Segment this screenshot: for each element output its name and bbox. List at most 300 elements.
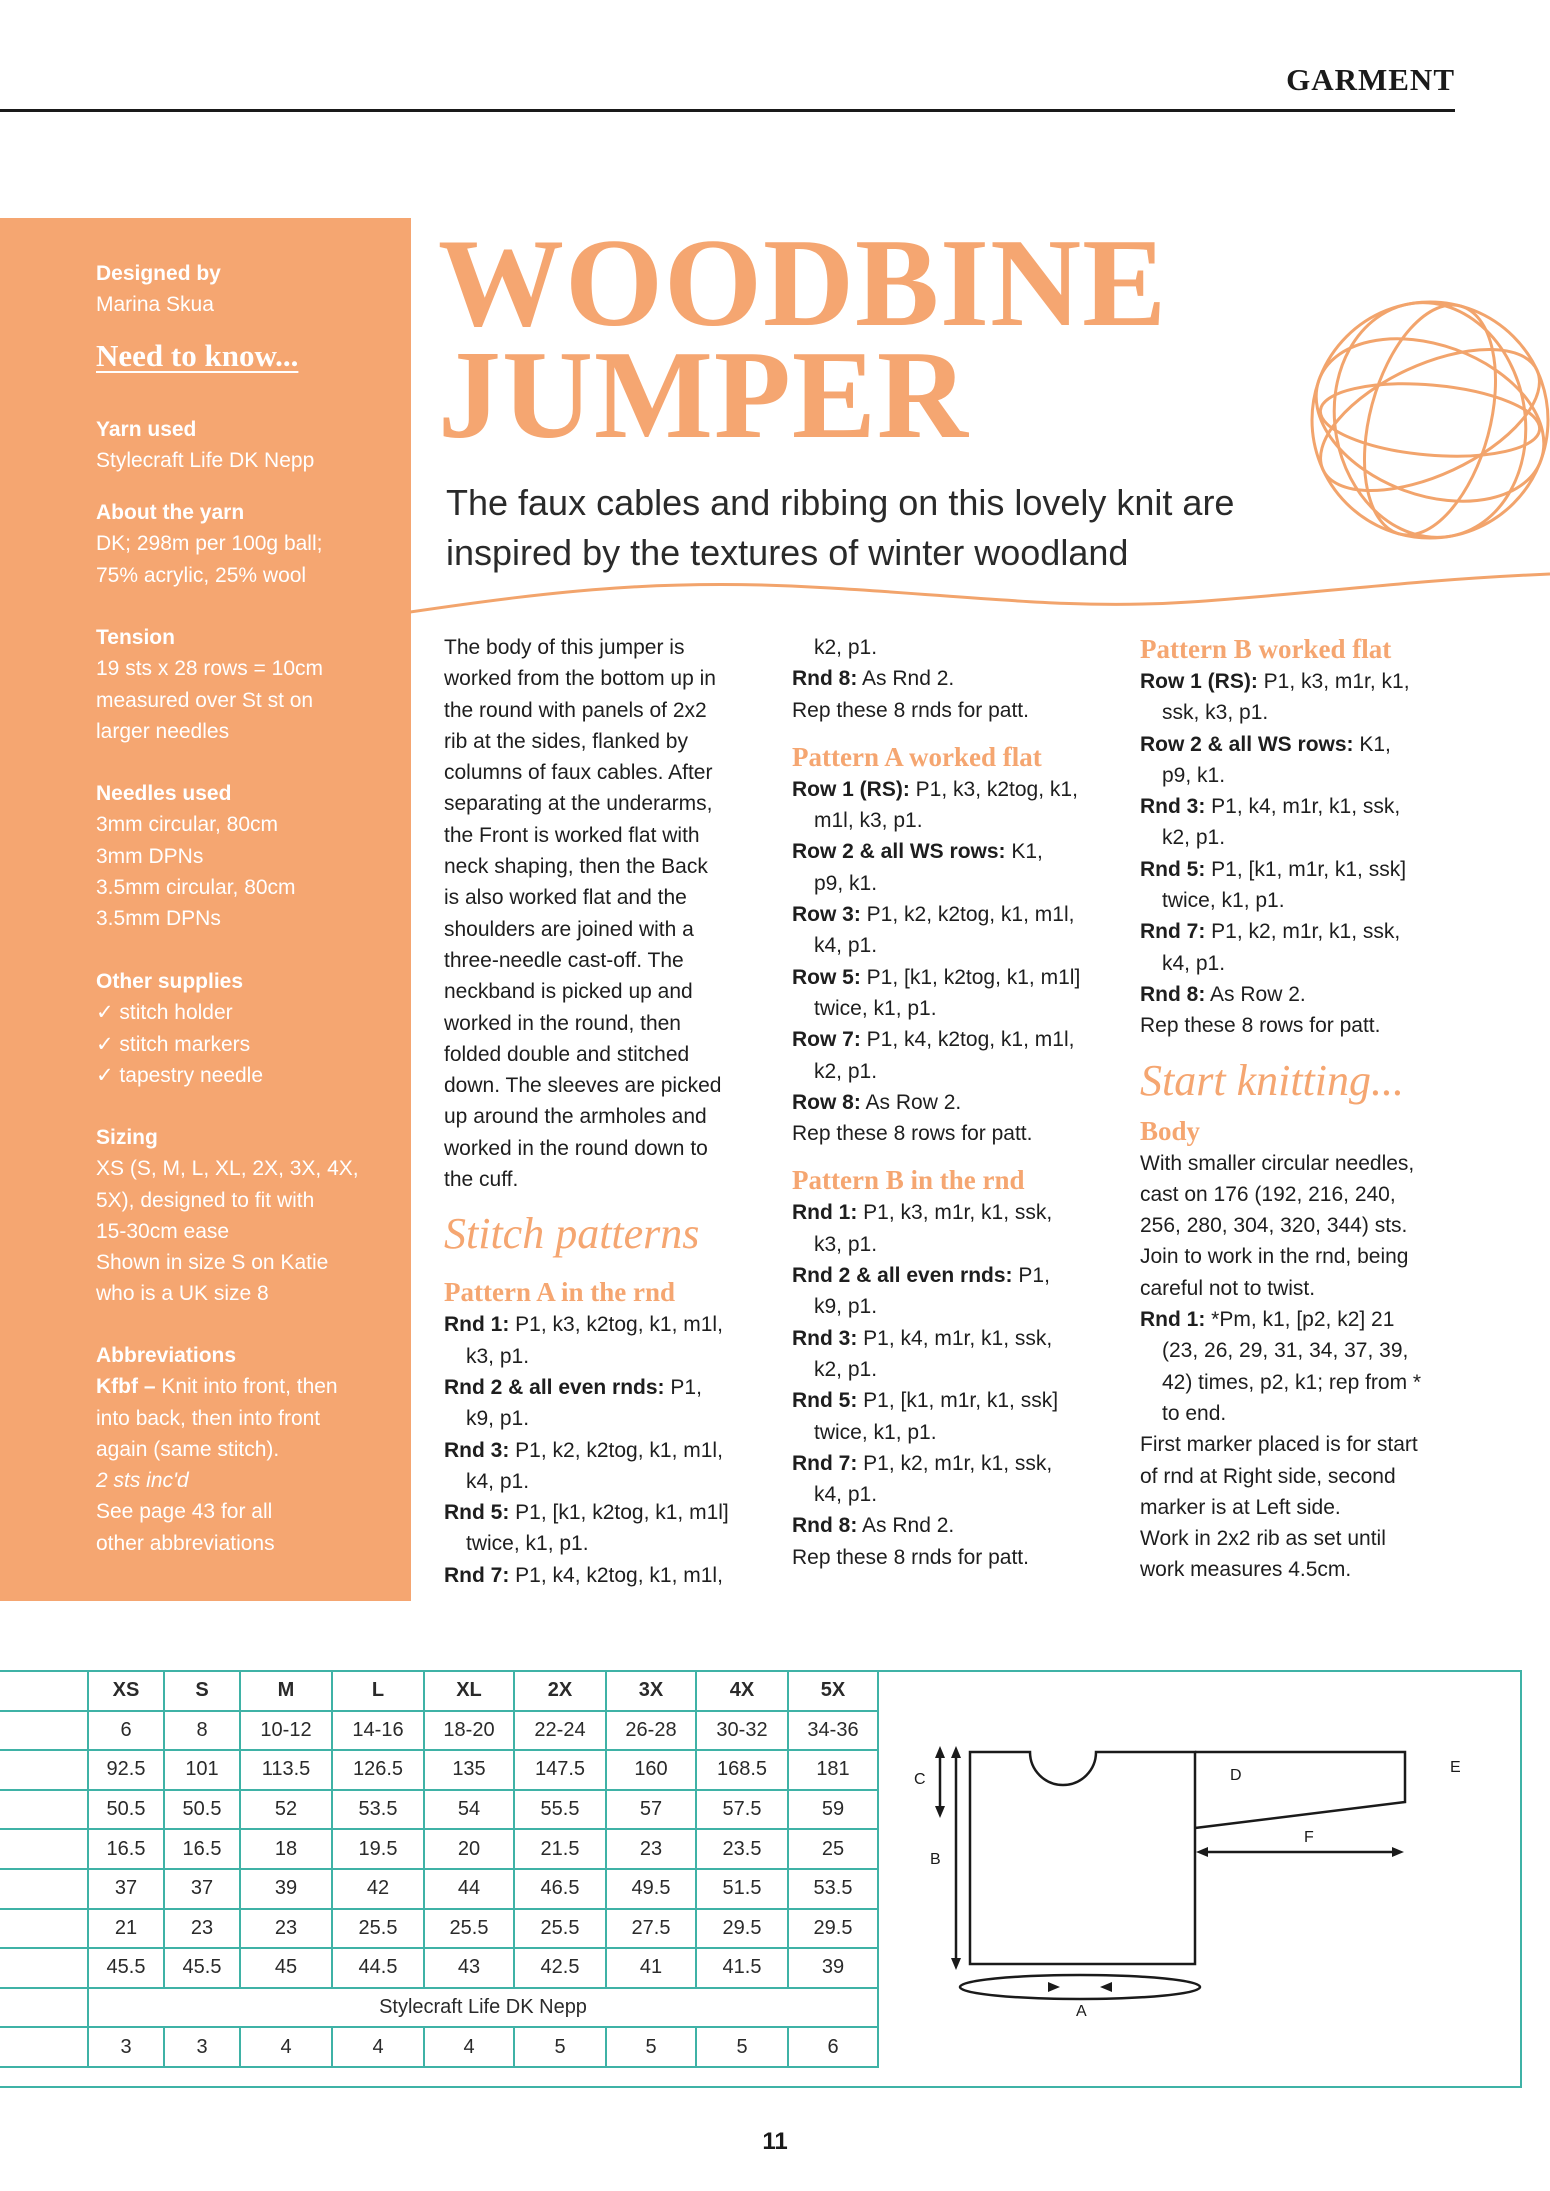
yarn-used-block	[96, 414, 396, 477]
abbrev-see-line: other abbreviations	[96, 1531, 275, 1555]
intro-line: The body of this jumper is	[444, 636, 685, 659]
size-cell: XL	[424, 1672, 514, 1711]
row-key: Rnd 3:	[1140, 795, 1206, 819]
size-cell: 3	[164, 2027, 240, 2067]
pattern-row	[1140, 791, 1470, 822]
size-table-body	[0, 1672, 878, 2067]
row-cont: k4, p1.	[814, 934, 878, 958]
size-cell: 30-32	[696, 1711, 788, 1751]
size-cell: 43	[424, 1948, 514, 1988]
pattern-row	[792, 774, 1122, 805]
size-cell: 53.5	[788, 1869, 878, 1909]
pattern-row	[792, 1448, 1122, 1479]
row-cont: (23, 26, 29, 31, 34, 37, 39,	[1162, 1339, 1409, 1363]
body-line: Join to work in the rnd, being	[1140, 1245, 1409, 1269]
size-chart-panel	[0, 1670, 1522, 2088]
size-cell: 50.5	[88, 1790, 164, 1830]
size-cell: 5X	[788, 1672, 878, 1711]
repeat-note: Rep these 8 rows for patt.	[1140, 1014, 1381, 1038]
size-cell: 41	[606, 1948, 696, 1988]
pattern-row	[444, 1560, 774, 1591]
abbrev-see-line: See page 43 for all	[96, 1500, 273, 1524]
pattern-row	[792, 899, 1122, 930]
size-cell: 3	[88, 2027, 164, 2067]
yarn-label-cell: Stylecraft Life DK Nepp	[88, 1988, 878, 2028]
row-text: P1,	[1012, 1264, 1050, 1288]
pattern-row	[1140, 854, 1470, 885]
row-text: P1, [k1, m1r, k1, ssk]	[857, 1389, 1059, 1413]
row-key: Row 1 (RS):	[1140, 670, 1258, 693]
size-cell: 25.5	[514, 1909, 606, 1949]
intro-line: the round with panels of 2x2	[444, 698, 707, 722]
row-text: P1, k4, k2tog, k1, m1l,	[509, 1563, 723, 1587]
size-cell: 45	[240, 1948, 332, 1988]
size-data-row	[0, 1829, 878, 1869]
size-cell: 55.5	[514, 1790, 606, 1830]
row-text: P1, k3, k2tog, k1,	[909, 777, 1078, 801]
pattern-row	[792, 1323, 1122, 1354]
size-cell: 16.5	[88, 1829, 164, 1869]
body-heading: Body	[1140, 1115, 1201, 1146]
row-label-cell	[0, 2027, 88, 2067]
label-d: D	[1230, 1767, 1242, 1784]
designed-by-label: Designed by	[96, 262, 221, 285]
intro-line: rib at the sides, flanked by	[444, 729, 688, 753]
sizing-line: 5X), designed to fit with	[96, 1188, 315, 1212]
size-cell: 27.5	[606, 1909, 696, 1949]
pattern-row	[792, 1510, 1122, 1541]
row-cont: k2, p1.	[814, 1059, 878, 1083]
row-key: Rnd 7:	[1140, 920, 1206, 944]
pattern-row	[792, 663, 1122, 694]
size-cell: 39	[240, 1869, 332, 1909]
size-cell: 21.5	[514, 1829, 606, 1869]
yarn-used-label: Yarn used	[96, 418, 197, 441]
row-text: K1,	[1005, 840, 1043, 864]
size-cell: 34-36	[788, 1711, 878, 1751]
row-text: P1, k2, k2tog, k1, m1l,	[509, 1438, 723, 1462]
size-cell: 19.5	[332, 1829, 424, 1869]
size-cell: 8	[164, 1711, 240, 1751]
intro-line: down. The sleeves are picked	[444, 1074, 722, 1098]
size-cell: 42	[332, 1869, 424, 1909]
size-cell: 22-24	[514, 1711, 606, 1751]
row-cont: 42) times, p2, k1; rep from *	[1162, 1370, 1422, 1394]
sizing-block	[96, 1122, 396, 1310]
about-yarn-line: DK; 298m per 100g ball;	[96, 532, 323, 556]
size-data-row	[0, 1909, 878, 1949]
needle-item: 3.5mm DPNs	[96, 907, 221, 931]
size-cell: 126.5	[332, 1750, 424, 1790]
row-cont: p9, k1.	[1162, 763, 1226, 787]
intro-paragraph	[444, 632, 774, 1195]
body-line: cast on 176 (192, 216, 240,	[1140, 1182, 1396, 1206]
row-text: P1,	[664, 1375, 702, 1399]
header-rule	[0, 109, 1455, 112]
row-key: Rnd 3:	[444, 1438, 510, 1462]
row-cont: m1l, k3, p1.	[814, 809, 923, 833]
pattern-column-3	[1140, 632, 1470, 1586]
size-cell: 42.5	[514, 1948, 606, 1988]
row-cont: k3, p1.	[814, 1232, 878, 1256]
row-cont: twice, k1, p1.	[1162, 889, 1285, 913]
needle-item: 3mm circular, 80cm	[96, 813, 279, 837]
row-cont: to end.	[1162, 1401, 1227, 1425]
row-cont: k2, p1.	[1162, 826, 1226, 850]
label-e: E	[1450, 1759, 1461, 1776]
pattern-row	[792, 1197, 1122, 1228]
row-key: Row 1 (RS):	[792, 777, 910, 801]
size-cell: 181	[788, 1750, 878, 1790]
row-label-cell	[0, 1988, 88, 2028]
size-cell: L	[332, 1672, 424, 1711]
pattern-row	[1140, 729, 1470, 760]
pattern-row	[1140, 1304, 1470, 1335]
abbrev-note: 2 sts inc'd	[96, 1469, 189, 1493]
row-key: Rnd 5:	[792, 1389, 858, 1413]
about-yarn-line: 75% acrylic, 25% wool	[96, 563, 307, 587]
size-cell: 49.5	[606, 1869, 696, 1909]
abbrev-def: Knit into front, then	[155, 1375, 338, 1399]
row-text: P1, k4, m1r, k1, ssk,	[857, 1326, 1053, 1350]
sleeve-outline	[1195, 1752, 1405, 1828]
row-cont: twice, k1, p1.	[466, 1532, 589, 1556]
size-cell: 18-20	[424, 1711, 514, 1751]
yarn-ball-icon	[1280, 270, 1550, 610]
intro-line: shoulders are joined with a	[444, 917, 694, 941]
row-key: Rnd 1:	[1140, 1308, 1206, 1332]
pattern-row	[792, 1260, 1122, 1291]
body-line: work measures 4.5cm.	[1140, 1558, 1352, 1582]
label-a: A	[1076, 2003, 1087, 2020]
size-cell: 18	[240, 1829, 332, 1869]
intro-line: up around the armholes and	[444, 1105, 707, 1129]
row-cont: k3, p1.	[466, 1344, 530, 1368]
size-cell: 3X	[606, 1672, 696, 1711]
size-cell: 16.5	[164, 1829, 240, 1869]
row-text: As Row 2.	[1205, 982, 1306, 1006]
tension-line: larger needles	[96, 719, 230, 743]
row-text: As Rnd 2.	[857, 667, 955, 691]
size-cell: 113.5	[240, 1750, 332, 1790]
row-cont: k4, p1.	[1162, 951, 1226, 975]
row-text: P1, k2, m1r, k1, ssk,	[857, 1451, 1053, 1475]
row-cont: twice, k1, p1.	[814, 1420, 937, 1444]
row-label-cell	[0, 1750, 88, 1790]
row-label-cell	[0, 1672, 88, 1711]
size-data-row	[0, 1790, 878, 1830]
body-line: careful not to twist.	[1140, 1276, 1316, 1300]
subtitle-line: The faux cables and ribbing on this lovely knit are	[446, 482, 1235, 523]
size-header-row	[0, 1672, 878, 1711]
size-cell: 5	[606, 2027, 696, 2067]
size-cell: 25.5	[332, 1909, 424, 1949]
needles-block	[96, 778, 396, 934]
body-outline	[970, 1752, 1195, 1964]
tension-label: Tension	[96, 626, 175, 649]
repeat-note: Rep these 8 rnds for patt.	[792, 698, 1029, 722]
size-data-row	[0, 1948, 878, 1988]
size-cell: 92.5	[88, 1750, 164, 1790]
pattern-row	[1140, 916, 1470, 947]
row-key: Row 2 & all WS rows:	[792, 840, 1006, 864]
body-line: First marker placed is for start	[1140, 1433, 1418, 1457]
repeat-note: Rep these 8 rows for patt.	[792, 1122, 1033, 1146]
need-to-know-heading: Need to know...	[96, 338, 299, 373]
size-cell: 46.5	[514, 1869, 606, 1909]
row-key: Rnd 2 & all even rnds:	[444, 1375, 665, 1399]
label-c: C	[914, 1771, 926, 1788]
size-cell: 23	[606, 1829, 696, 1869]
row-label-cell	[0, 1711, 88, 1751]
size-cell: 21	[88, 1909, 164, 1949]
size-cell: 101	[164, 1750, 240, 1790]
label-f: F	[1304, 1829, 1314, 1846]
size-cell: 4	[240, 2027, 332, 2067]
about-yarn-block	[96, 497, 396, 591]
row-text: P1, [k1, k2tog, k1, m1l]	[509, 1501, 729, 1525]
row-key: Rnd 7:	[792, 1451, 858, 1475]
size-cell: 45.5	[88, 1948, 164, 1988]
size-cell: 4	[332, 2027, 424, 2067]
size-cell: 57.5	[696, 1790, 788, 1830]
size-data-row	[0, 1869, 878, 1909]
row-key: Row 3:	[792, 903, 861, 927]
sizing-line: Shown in size S on Katie	[96, 1251, 329, 1275]
pattern-b-flat-heading: Pattern B worked flat	[1140, 634, 1392, 664]
yarn-used-value: Stylecraft Life DK Nepp	[96, 449, 315, 473]
title-line: WOODBINE	[438, 214, 1168, 353]
row-key: Row 8:	[792, 1090, 861, 1114]
row-text: P1, k3, k2tog, k1, m1l,	[509, 1313, 723, 1337]
supply-item: ✓ stitch markers	[96, 1032, 251, 1056]
pattern-row	[792, 1024, 1122, 1055]
size-cell: 26-28	[606, 1711, 696, 1751]
yarn-label-row	[0, 1988, 878, 2028]
size-cell: 50.5	[164, 1790, 240, 1830]
intro-line: neckband is picked up and	[444, 980, 693, 1004]
supplies-label: Other supplies	[96, 970, 244, 993]
sizing-line: 15-30cm ease	[96, 1219, 230, 1243]
pattern-a-rnd-heading: Pattern A in the rnd	[444, 1277, 676, 1308]
stitch-patterns-heading: Stitch patterns	[444, 1209, 700, 1259]
size-cell: M	[240, 1672, 332, 1711]
garment-schematic	[900, 1732, 1500, 2022]
decorative-yarn-wave	[410, 560, 1550, 640]
size-cell: 37	[88, 1869, 164, 1909]
pattern-row	[792, 836, 1122, 867]
size-data-row	[0, 1711, 878, 1751]
abbrev-def-line: again (same stitch).	[96, 1437, 280, 1461]
sizing-line: XS (S, M, L, XL, 2X, 3X, 4X,	[96, 1157, 359, 1181]
abbrev-term: Kfbf –	[96, 1375, 156, 1399]
body-line: of rnd at Right side, second	[1140, 1464, 1396, 1488]
pattern-a-flat-heading: Pattern A worked flat	[792, 741, 1042, 772]
row-cont: ssk, k3, p1.	[1162, 701, 1269, 725]
size-cell: 52	[240, 1790, 332, 1830]
needle-item: 3.5mm circular, 80cm	[96, 875, 296, 899]
row-cont: twice, k1, p1.	[814, 996, 937, 1020]
start-knitting-heading: Start knitting...	[1140, 1055, 1404, 1105]
abbreviations-label: Abbreviations	[96, 1344, 237, 1367]
size-cell: 51.5	[696, 1869, 788, 1909]
abbreviations-block	[96, 1340, 396, 1559]
size-data-row	[0, 1750, 878, 1790]
row-cont: k4, p1.	[466, 1469, 530, 1493]
row-text: P1, [k1, m1r, k1, ssk]	[1205, 857, 1407, 881]
need-to-know-sidebar	[0, 218, 411, 1601]
size-cell: 25	[788, 1829, 878, 1869]
intro-line: worked from the bottom up in	[444, 667, 716, 691]
subtitle-line: inspired by the textures of winter woodland	[446, 532, 1129, 573]
row-text: P1, k4, m1r, k1, ssk,	[1205, 795, 1401, 819]
row-cont: p9, k1.	[814, 871, 878, 895]
row-label-cell	[0, 1869, 88, 1909]
designer-name: Marina Skua	[96, 293, 214, 317]
supply-item: ✓ stitch holder	[96, 1001, 233, 1025]
supplies-block	[96, 966, 396, 1091]
needle-item: 3mm DPNs	[96, 844, 204, 868]
intro-line: separating at the underarms,	[444, 792, 713, 816]
size-cell: 4	[424, 2027, 514, 2067]
size-cell: 29.5	[788, 1909, 878, 1949]
row-text: As Row 2.	[860, 1090, 962, 1114]
body-line: marker is at Left side.	[1140, 1495, 1341, 1519]
sizing-label: Sizing	[96, 1126, 158, 1149]
tension-line: 19 sts x 28 rows = 10cm	[96, 657, 324, 681]
size-cell: 37	[164, 1869, 240, 1909]
repeat-note: Rep these 8 rnds for patt.	[792, 1545, 1029, 1569]
pattern-row	[792, 962, 1122, 993]
pattern-row	[444, 1435, 774, 1466]
size-cell: 44	[424, 1869, 514, 1909]
row-key: Rnd 8:	[792, 1514, 858, 1538]
size-cell: 14-16	[332, 1711, 424, 1751]
needles-label: Needles used	[96, 782, 232, 805]
row-text: P1, k3, m1r, k1,	[1257, 670, 1410, 693]
sizing-line: who is a UK size 8	[96, 1282, 269, 1306]
intro-line: is also worked flat and the	[444, 886, 687, 910]
designer-block	[96, 258, 396, 321]
size-cell: 53.5	[332, 1790, 424, 1830]
size-cell: 6	[788, 2027, 878, 2067]
row-text: *Pm, k1, [p2, k2] 21	[1205, 1308, 1395, 1332]
size-cell: 5	[514, 2027, 606, 2067]
row-text: P1, k2, m1r, k1, ssk,	[1205, 920, 1401, 944]
size-cell: 135	[424, 1750, 514, 1790]
row-text: P1, k2, k2tog, k1, m1l,	[860, 903, 1075, 927]
about-yarn-label: About the yarn	[96, 501, 245, 524]
row-cont: k2, p1.	[814, 636, 878, 659]
row-key: Rnd 2 & all even rnds:	[792, 1264, 1013, 1288]
size-cell: 23.5	[696, 1829, 788, 1869]
size-cell: 6	[88, 1711, 164, 1751]
size-cell: 54	[424, 1790, 514, 1830]
intro-line: three-needle cast-off. The	[444, 948, 684, 972]
size-cell: 23	[240, 1909, 332, 1949]
row-text: P1, [k1, k2tog, k1, m1l]	[860, 965, 1081, 989]
title-line: JUMPER	[438, 326, 969, 465]
size-cell: 59	[788, 1790, 878, 1830]
pattern-column-2	[792, 632, 1122, 1573]
row-text: P1, k3, m1r, k1, ssk,	[857, 1201, 1053, 1225]
pattern-row	[792, 1385, 1122, 1416]
row-text: K1,	[1353, 732, 1391, 756]
intro-line: worked in the round, then	[444, 1011, 681, 1035]
intro-line: the cuff.	[444, 1168, 519, 1192]
size-cell: 4X	[696, 1672, 788, 1711]
row-key: Rnd 8:	[792, 667, 858, 691]
size-cell: 168.5	[696, 1750, 788, 1790]
dimension-a	[960, 1975, 1200, 1999]
ball-count-row	[0, 2027, 878, 2067]
pattern-row	[444, 1497, 774, 1528]
pattern-a-rnd-rows	[444, 1309, 774, 1591]
body-line: With smaller circular needles,	[1140, 1151, 1415, 1175]
size-cell: 5	[696, 2027, 788, 2067]
abbrev-def-line: into back, then into front	[96, 1406, 321, 1430]
size-cell: 20	[424, 1829, 514, 1869]
row-key: Rnd 7:	[444, 1563, 510, 1587]
intro-line: columns of faux cables. After	[444, 761, 713, 785]
intro-line: the Front is worked flat with	[444, 823, 700, 847]
pattern-row	[1140, 666, 1470, 697]
pattern-title	[438, 214, 1318, 465]
pattern-row	[1140, 979, 1470, 1010]
body-line: Work in 2x2 rib as set until	[1140, 1527, 1386, 1551]
row-key: Rnd 1:	[792, 1201, 858, 1225]
row-text: P1, k4, k2tog, k1, m1l,	[860, 1028, 1075, 1052]
intro-line: worked in the round down to	[444, 1136, 708, 1160]
size-cell: 29.5	[696, 1909, 788, 1949]
section-label: GARMENT	[1286, 62, 1455, 97]
size-cell: 41.5	[696, 1948, 788, 1988]
pattern-row	[792, 1087, 1122, 1118]
intro-line: folded double and stitched	[444, 1042, 690, 1066]
size-cell: 45.5	[164, 1948, 240, 1988]
page-number: 11	[762, 2128, 788, 2155]
row-text: As Rnd 2.	[857, 1514, 955, 1538]
intro-column	[444, 632, 774, 1591]
row-key: Row 7:	[792, 1028, 861, 1052]
size-cell: S	[164, 1672, 240, 1711]
pattern-row	[444, 1372, 774, 1403]
row-key: Rnd 8:	[1140, 982, 1206, 1006]
size-cell: 44.5	[332, 1948, 424, 1988]
row-key: Rnd 1:	[444, 1313, 510, 1337]
abbrev-kfbf-line	[96, 1371, 396, 1402]
row-key: Rnd 3:	[792, 1326, 858, 1350]
pattern-row	[444, 1309, 774, 1340]
size-cell: 25.5	[424, 1909, 514, 1949]
size-cell: 2X	[514, 1672, 606, 1711]
row-key: Rnd 5:	[444, 1501, 510, 1525]
intro-line: neck shaping, then the Back	[444, 855, 708, 879]
row-label-cell	[0, 1948, 88, 1988]
row-key: Row 5:	[792, 965, 861, 989]
row-key: Row 2 & all WS rows:	[1140, 732, 1354, 756]
row-cont: k4, p1.	[814, 1483, 878, 1507]
row-cont: k2, p1.	[814, 1357, 878, 1381]
row-cont: k9, p1.	[814, 1295, 878, 1319]
row-label-cell	[0, 1909, 88, 1949]
row-cont: k9, p1.	[466, 1407, 530, 1431]
supply-item: ✓ tapestry needle	[96, 1063, 264, 1087]
row-label-cell	[0, 1829, 88, 1869]
size-cell: XS	[88, 1672, 164, 1711]
tension-block	[96, 622, 396, 747]
label-b: B	[930, 1851, 941, 1868]
